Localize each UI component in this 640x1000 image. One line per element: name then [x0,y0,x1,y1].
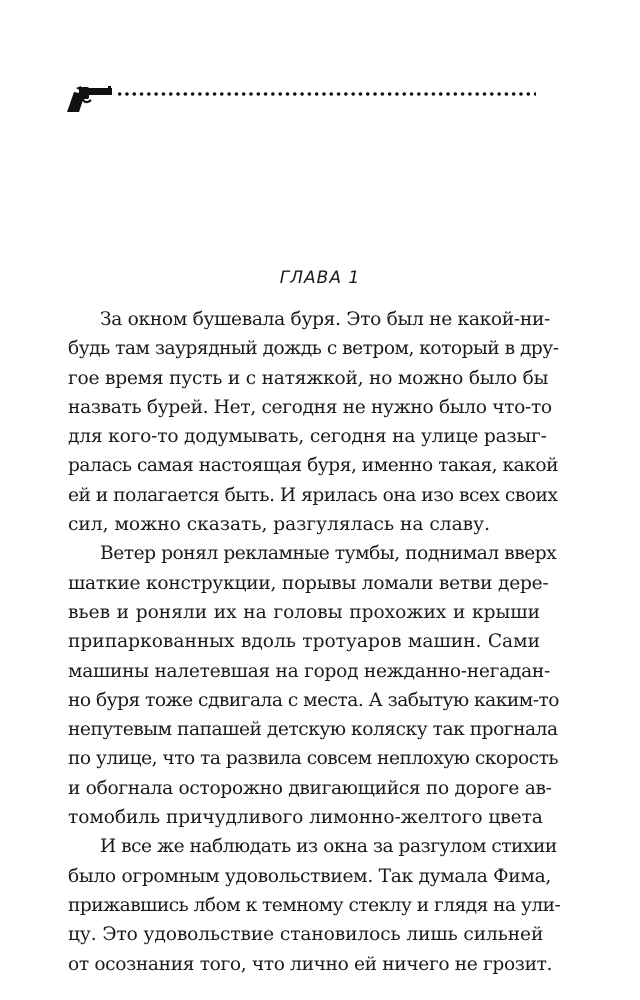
text-line: припаркованных вдоль тротуаров машин. Сами [68,631,540,653]
text-line: ей и полагается быть. И ярилась она изо всех своих [68,484,558,506]
text-line: непутевым папашей детскую коляску так прогнала [68,719,558,741]
text-line: будь там заурядный дождь с ветром, который в дру- [68,338,559,360]
text-line: и обогнала осторожно двигающийся по дороге ав- [68,777,552,799]
text-line: цу. Это удовольствие становилось лишь сильней [68,924,544,946]
revolver-icon [66,84,114,114]
paragraph-3 [68,832,561,978]
text-line: томобиль причудливого лимонно-желтого цвета [68,807,543,829]
text-line: гое время пусть и с натяжкой, но можно было бы [68,367,549,389]
text-line: шаткие конструкции, порывы ломали ветви дере- [68,572,549,594]
paragraph-1 [68,305,559,539]
text-line: для кого-то додумывать, сегодня на улице разыг- [68,426,547,448]
text-line: вьев и роняли их на головы прохожих и крыши [68,601,540,623]
body-text [68,305,561,979]
chapter-title: ГЛАВА 1 [279,268,361,288]
text-line: прижавшись лбом к темному стеклу и глядя на ули- [68,894,561,916]
text-line: от осознания того, что лично ей ничего не грозит. [68,953,553,975]
text-line: было огромным удовольствием. Так думала Фима, [68,865,551,887]
text-line: машины налетевшая на город нежданно-негадан- [68,660,551,682]
dotted-rule [116,91,536,97]
text-line: ралась самая настоящая буря, именно такая, какой [68,455,558,477]
text-line: сил, можно сказать, разгулялась на славу. [68,514,490,536]
running-header [66,84,542,114]
paragraph-2 [68,539,559,832]
text-line: И все же наблюдать из окна за разгулом стихии [100,836,557,858]
text-line: Ветер ронял рекламные тумбы, поднимал вверх [100,543,557,565]
text-line: назвать бурей. Нет, сегодня не нужно было что-то [68,396,552,418]
text-line: За окном бушевала буря. Это был не какой-ни- [100,309,550,330]
text-line: по улице, что та развила совсем неплохую скорость [68,748,559,770]
text-line: но буря тоже сдвигала с места. А забытую каким-то [68,689,559,711]
